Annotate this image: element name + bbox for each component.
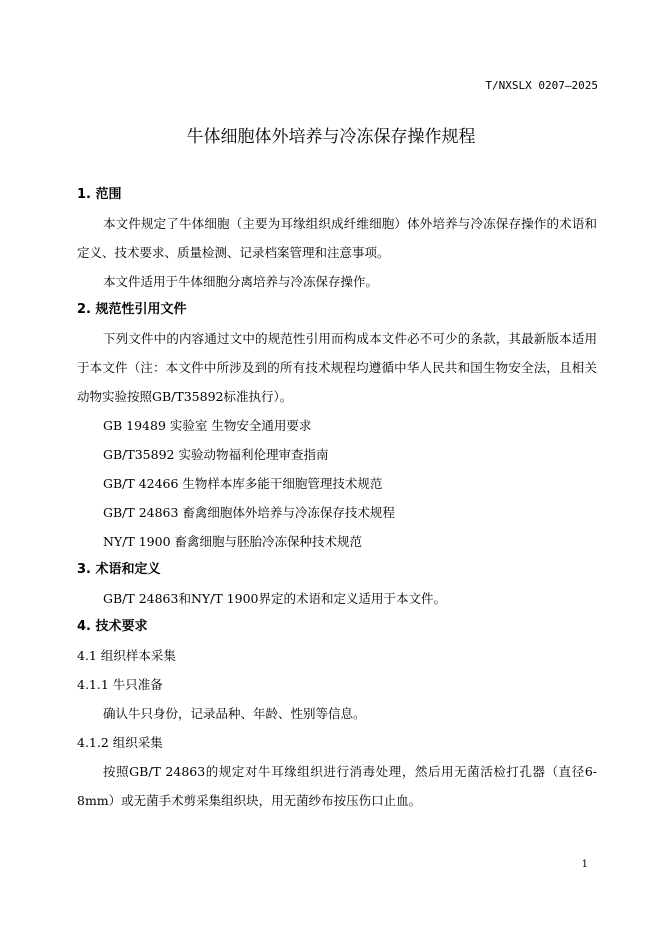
reference-item: GB/T35892 实验动物福利伦理审查指南 (103, 447, 329, 462)
reference-item: NY/T 1900 畜禽细胞与胚胎冷冻保种技术规范 (103, 534, 362, 549)
reference-item: GB/T 42466 生物样本库多能干细胞管理技术规范 (103, 476, 383, 491)
page-number: 1 (581, 859, 588, 870)
reference-item: GB/T 24863 畜禽细胞体外培养与冷冻保存技术规程 (103, 505, 395, 520)
document-title: 牛体细胞体外培养与冷冻保存操作规程 (186, 127, 476, 147)
reference-item: GB 19489 实验室 生物安全通用要求 (103, 418, 312, 433)
section-4-heading: 4. 技术要求 (77, 619, 148, 634)
subsection-4-1-heading: 4.1 组织样本采集 (77, 648, 176, 663)
section-2-heading: 2. 规范性引用文件 (77, 302, 187, 317)
section-2-paragraph-1: 下列文件中的内容通过文中的规范性引用而构成本文件必不可少的条款，其最新版本适用于本文件（注：本文件中所涉及到的所有技术规程均遵循中华人民共和国生物安全法，且相关动物实验按照GB/T35892标准执行）。 (77, 331, 597, 404)
subsection-4-1-2-heading: 4.1.2 组织采集 (77, 735, 163, 750)
subsection-4-1-2-paragraph: 按照GB/T 24863的规定对牛耳缘组织进行消毒处理，然后用无菌活检打孔器（直径6-8mm）或无菌手术剪采集组织块，用无菌纱布按压伤口止血。 (77, 764, 597, 808)
document-body (77, 181, 597, 815)
document-code: T/NXSLX 0207—2025 (485, 79, 598, 92)
section-1-paragraph-2: 本文件适用于牛体细胞分离培养与冷冻保存操作。 (103, 274, 379, 289)
section-3-heading: 3. 术语和定义 (77, 562, 161, 577)
section-1-heading: 1. 范围 (77, 187, 122, 202)
subsection-4-1-1-heading: 4.1.1 牛只准备 (77, 677, 163, 692)
section-1-paragraph-1: 本文件规定了牛体细胞（主要为耳缘组织成纤维细胞）体外培养与冷冻保存操作的术语和定义、技术要求、质量检测、记录档案管理和注意事项。 (77, 216, 597, 260)
section-3-paragraph-1: GB/T 24863和NY/T 1900界定的术语和定义适用于本文件。 (103, 591, 446, 606)
subsection-4-1-1-paragraph: 确认牛只身份，记录品种、年龄、性别等信息。 (103, 706, 366, 721)
